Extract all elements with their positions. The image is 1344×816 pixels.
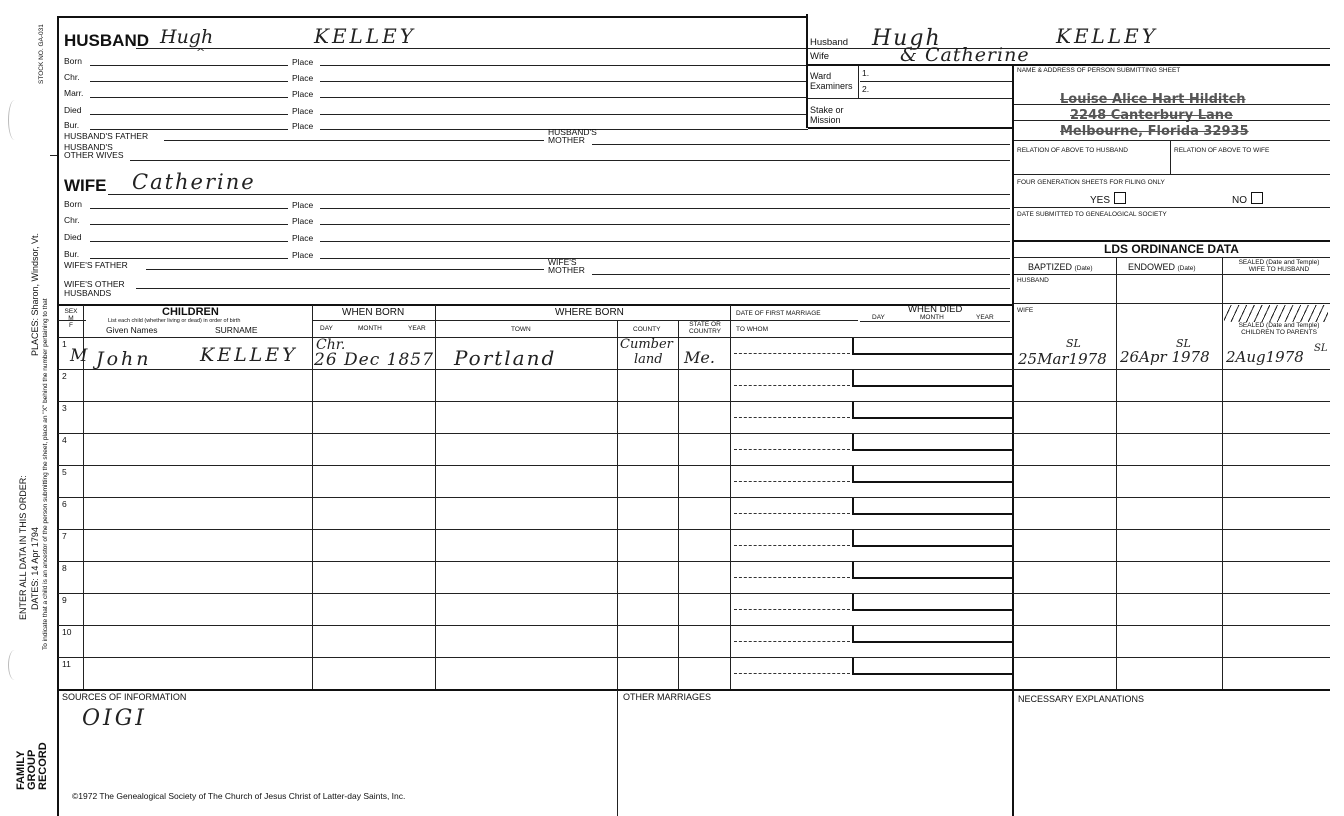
no-checkbox[interactable] (1251, 192, 1263, 204)
left-border (57, 16, 59, 816)
died-month-header: MONTH (920, 314, 944, 321)
husband-father-label: HUSBAND'S FATHER (64, 131, 149, 141)
child1-endowed-mark: SL (1176, 337, 1191, 350)
examiners-label: Examiners (810, 81, 853, 91)
born-day-header: DAY (320, 325, 333, 332)
husband-caret: ^ (196, 46, 206, 59)
state-header: STATE OR COUNTRY (688, 321, 722, 335)
died-day-header: DAY (872, 314, 885, 321)
lds-title: LDS ORDINANCE DATA (1104, 242, 1239, 256)
to-whom-header: TO WHOM (736, 326, 769, 333)
submitter-line-1: Louise Alice Hart Hilditch (1060, 92, 1246, 107)
child1-county: Cumber land (620, 337, 673, 367)
child1-born-prefix: Chr. (316, 337, 346, 353)
examiner-2: 2. (862, 84, 870, 94)
four-gen-label: FOUR GENERATION SHEETS FOR FILING ONLY (1017, 179, 1165, 186)
yes-option[interactable]: YES (1090, 192, 1126, 207)
sources-label: SOURCES OF INFORMATION (62, 692, 187, 702)
hole-mark (8, 650, 21, 680)
endowed-label: ENDOWED (Date) (1128, 262, 1196, 272)
hole-mark (8, 100, 21, 140)
places-note: PLACES: Sharon, Windsor, Vt. (30, 232, 40, 356)
hr-wife-label: Wife (810, 51, 829, 62)
top-border (57, 16, 807, 18)
sealed-wife-label: SEALED (Date and Temple) WIFE TO HUSBAND (1238, 259, 1320, 273)
examiner-1: 1. (862, 68, 870, 78)
born-year-header: YEAR (408, 325, 426, 332)
baptized-label: BAPTIZED (Date) (1028, 262, 1093, 272)
submitter-line-3: Melbourne, Florida 32935 (1060, 124, 1249, 139)
wife-mother-label: WIFE'S MOTHER (548, 257, 585, 275)
hr-husband-given: Hugh (872, 26, 942, 51)
ward-label: Ward (810, 71, 832, 81)
form-title: FAMILY GROUP RECORD (15, 742, 49, 790)
child1-sealed: 2Aug1978 (1226, 348, 1304, 366)
wife-label: WIFE (64, 176, 107, 195)
child1-sealed-mark: SL (1314, 343, 1328, 354)
first-marriage-header: DATE OF FIRST MARRIAGE (736, 310, 821, 317)
other-marriages-label: OTHER MARRIAGES (623, 692, 712, 702)
child1-endowed: 26Apr 1978 (1120, 348, 1210, 366)
lds-husband-row: HUSBAND (1017, 277, 1049, 284)
child1-given: John (96, 348, 152, 370)
stake-label: Stake or Mission (810, 105, 844, 125)
child1-surname: KELLEY (200, 344, 298, 366)
header-right-border (806, 14, 808, 128)
when-died-header: WHEN DIED (908, 304, 963, 315)
wife-father-label: WIFE'S FATHER (64, 260, 128, 270)
children-subtitle: List each child (whether living or dead) in order of birth (108, 318, 241, 324)
hr-wife-given: & Catherine (900, 44, 1030, 66)
given-names-header: Given Names (106, 325, 158, 335)
no-option[interactable]: NO (1232, 192, 1263, 207)
tick-mark (50, 155, 57, 156)
submitter-label: NAME & ADDRESS OF PERSON SUBMITTING SHEET (1017, 67, 1181, 74)
county-header: COUNTY (633, 326, 661, 333)
child1-state: Me. (684, 348, 715, 367)
dates-note: DATES: 14 Apr 1794 (30, 527, 40, 610)
husband-name-line (136, 48, 806, 49)
children-title: CHILDREN (162, 306, 219, 318)
hatched-box (1224, 305, 1328, 322)
yes-checkbox[interactable] (1114, 192, 1126, 204)
wife-given-name: Catherine (132, 170, 256, 194)
when-born-header: WHEN BORN (342, 307, 405, 318)
date-submitted-label: DATE SUBMITTED TO GENEALOGICAL SOCIETY (1017, 211, 1167, 218)
child1-baptized: 25Mar1978 (1018, 350, 1107, 368)
town-header: TOWN (511, 326, 531, 333)
lds-wife-row: WIFE (1017, 307, 1034, 314)
sex-header: SEX M F (64, 308, 78, 329)
surname-header: SURNAME (215, 325, 258, 335)
submitter-line-2: 2248 Canterbury Lane (1070, 108, 1233, 123)
husband-mother-label: HUSBAND'S MOTHER (548, 127, 597, 145)
husband-given-name: Hugh (160, 26, 214, 48)
hr-husband-surname: KELLEY (1056, 24, 1158, 48)
enter-order-note: ENTER ALL DATA IN THIS ORDER: (18, 475, 28, 620)
child1-town: Portland (454, 346, 557, 370)
sources-value: OIGI (82, 706, 147, 731)
indicate-note: To indicate that a child is an ancestor of the person submitting the sheet, place an "X" behind the number pertaining to that (42, 298, 49, 650)
relation-wife-label: RELATION OF ABOVE TO WIFE (1174, 147, 1270, 154)
sealed-children-label: SEALED (Date and Temple) CHILDREN TO PARENTS (1238, 322, 1320, 336)
copyright: ©1972 The Genealogical Society of The Church of Jesus Christ of Latter-day Saints, Inc. (72, 791, 406, 801)
explanations-label: NECESSARY EXPLANATIONS (1018, 694, 1145, 704)
husband-label: HUSBAND (64, 31, 149, 50)
wife-other-husbands-label: WIFE'S OTHER HUSBANDS (64, 279, 125, 298)
relation-husband-label: RELATION OF ABOVE TO HUSBAND (1017, 147, 1128, 154)
child1-born-date: 26 Dec 1857 (314, 350, 434, 370)
child1-sex: M (70, 346, 88, 366)
where-born-header: WHERE BORN (555, 307, 624, 318)
hr-husband-label: Husband (810, 37, 849, 48)
child1-baptized-mark: SL (1066, 337, 1081, 350)
husband-other-wives-label: HUSBAND'S OTHER WIVES (64, 142, 124, 160)
husband-father-line (164, 140, 544, 141)
stock-number: STOCK NO. GA-031 (38, 24, 45, 84)
husband-surname: KELLEY (314, 24, 416, 48)
died-year-header: YEAR (976, 314, 994, 321)
born-month-header: MONTH (358, 325, 382, 332)
